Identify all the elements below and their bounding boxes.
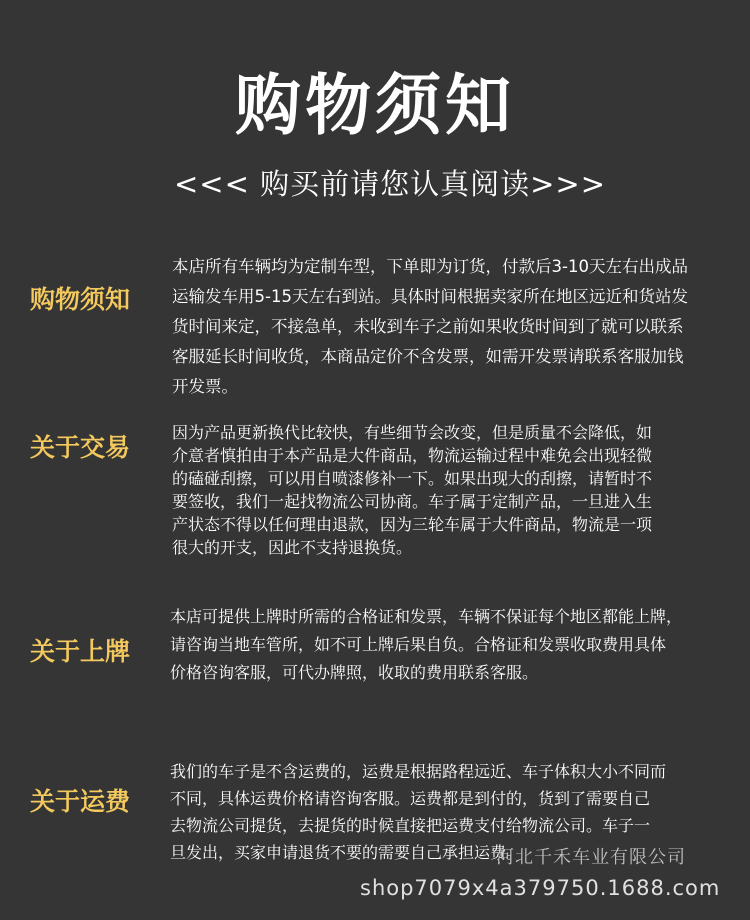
section-body-registration: 本店可提供上牌时所需的合格证和发票，车辆不保证每个地区都能上牌， 请咨询当地车管所，如不可上牌后果自负。合格证和发票收取费用具体 价格咨询客服，可代办牌照，收取的费用联系客服。 [170,607,683,682]
company-watermark: 河北千禾车业有限公司 [496,847,686,868]
section-body-transaction: 因为产品更新换代比较快，有些细节会改变，但是质量不会降低，如 介意者慎拍由于本产品是大件商品，物流运输过程中难免会出现轻微 的磕碰刮擦，可以用自喷漆修补一下。如果出现大的刮擦，请暂时不 要签收，我们一起找物流公司协商。车子属于定制产品，一旦进入生 产状态不得以任何理由退款，因为三轮车属于大件商品，物流是一项 很大的开支，因此不支持退换货。 [172,423,653,557]
page-subtitle: <<< 购买前请您认真阅读>>> [173,167,606,201]
section-label-shopping-notice: 购物须知 [30,285,131,314]
section-label-registration: 关于上牌 [30,637,131,666]
section-label-transaction: 关于交易 [30,433,131,462]
shop-url: shop7079x4a379750.1688.com [360,876,721,900]
section-body-shipping: 我们的车子是不含运费的，运费是根据路程远近、车子体积大小不同而 不同，具体运费价格请咨询客服。运费都是到付的，货到了需要自己 去物流公司提货，去提货的时候直接把运费支付给物流公司。车子一 旦发出，买家申请退货不要的需要自己承担运费。 [170,762,667,862]
section-body-shopping-notice: 本店所有车辆均为定制车型，下单即为订货，付款后3-10天左右出成品 运输发车用5-15天左右到站。具体时间根据卖家所在地区远近和货站发 货时间来定，不接急单，未收到车子之前如果收货时间到了就可以联系 客服延长时间收货，本商品定价不含发票，如需开发票请联系客服加钱 开发票。 [172,257,688,396]
section-label-shipping: 关于运费 [30,787,131,816]
page-title: 购物须知 [235,67,515,144]
